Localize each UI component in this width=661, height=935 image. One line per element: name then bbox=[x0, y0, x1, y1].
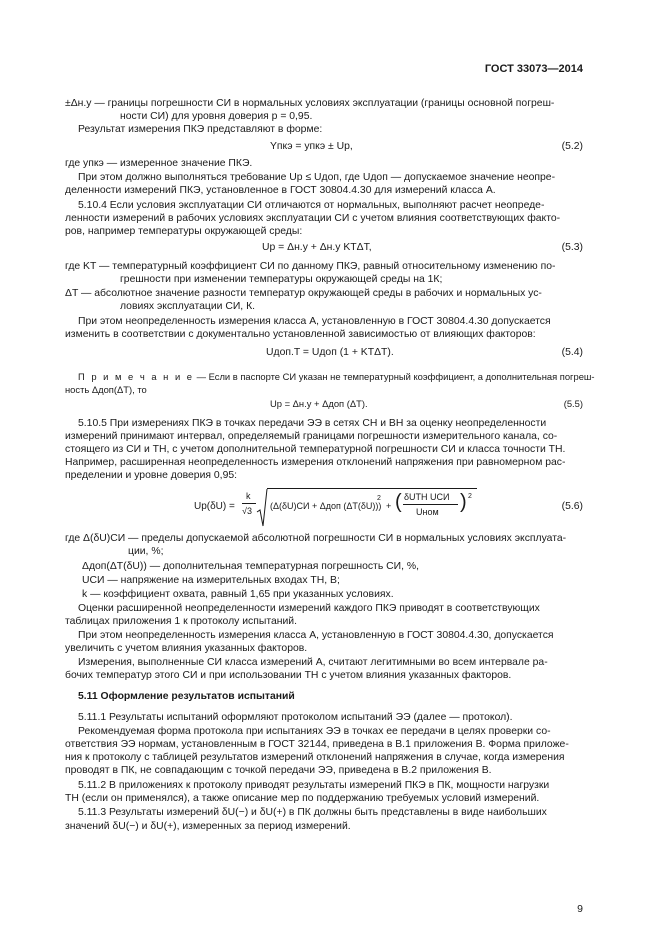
eq56-k: k bbox=[246, 491, 251, 501]
paragraph-line: При этом неопределенность измерения класса А, установленную в ГОСТ 30804.4.30, допускается bbox=[78, 630, 554, 641]
paragraph-line: При этом должно выполняться требование Up ≤ Uдоп, где Uдоп — допускаемое значение неопре- bbox=[78, 172, 556, 183]
paragraph-line: ТН (если он применялся), а также описание мер по поддержанию требуемых условий измерений. bbox=[65, 793, 540, 804]
paren-right: ) bbox=[460, 491, 467, 513]
eq56-exp: 2 bbox=[468, 493, 472, 500]
paragraph-line: значений δU(−) и δU(+), измеренных за период измерений. bbox=[65, 821, 351, 832]
definition-line: ности СИ) для уровня доверия p = 0,95. bbox=[120, 111, 313, 122]
eq56-sqrt3: √3 bbox=[242, 506, 252, 516]
paragraph-line: бочих температур этого СИ и при использовании ТН с учетом влияния указанных факторов. bbox=[65, 670, 512, 681]
paragraph-line: 5.10.5 При измерениях ПКЭ в точках передачи ЭЭ в сетях СН и ВН за оценку неопределенности bbox=[78, 418, 547, 429]
radical-sign bbox=[256, 488, 268, 528]
definition-line: где yпкэ — измеренное значение ПКЭ. bbox=[65, 158, 253, 169]
equation-number: (5.2) bbox=[561, 141, 583, 152]
radical-bar bbox=[267, 488, 477, 489]
paragraph-line: пределении и уровне доверия 0,95: bbox=[65, 470, 238, 481]
equation-number: (5.6) bbox=[561, 501, 583, 512]
paragraph-line: измерений принимают интервал, определяемый границами погрешности измерительного канала, со- bbox=[65, 431, 558, 442]
paragraph-line: ров, например температуры окружающей среды: bbox=[65, 226, 303, 237]
paragraph-line: 5.10.4 Если условия эксплуатации СИ отличаются от нормальных, выполняют расчет неопреде- bbox=[78, 200, 545, 211]
paragraph-line: Результат измерения ПКЭ представляют в форме: bbox=[78, 124, 323, 135]
eq56-lhs: Up(δU) = bbox=[194, 501, 235, 512]
equation-5-5: Up = Δн.у + Δдоп (ΔT). bbox=[270, 398, 368, 409]
eq56-term1: (Δ(δU)СИ + Δдоп (ΔT(δU))) bbox=[270, 501, 382, 511]
eq56-plus: + bbox=[386, 501, 392, 511]
definition-line: ±Δн.у — границы погрешности СИ в нормальных условиях эксплуатации (границы основной погреш- bbox=[65, 98, 555, 109]
paragraph-line: ния к протоколу с таблицей результатов измерений отклонений напряжения в случае, когда измерения bbox=[65, 752, 565, 763]
note-text: — Если в паспорте СИ указан не температурный коэффициент, а дополнительная погреш- bbox=[194, 371, 595, 382]
equation-number: (5.3) bbox=[561, 242, 583, 253]
section-heading: 5.11 Оформление результатов испытаний bbox=[78, 691, 295, 702]
paragraph-line: Оценки расширенной неопределенности измерений каждого ПКЭ приводят в соответствующих bbox=[78, 603, 540, 614]
paren-left: ( bbox=[395, 491, 402, 513]
definition-line: ции, %; bbox=[128, 546, 164, 557]
equation-5-4: Uдоп.T = Uдоп (1 + KTΔT). bbox=[266, 347, 394, 358]
paragraph-line: 5.11.3 Результаты измерений δU(−) и δU(+) в ПК должны быть представлены в виде наибольших bbox=[78, 807, 547, 818]
paragraph-line: 5.11.1 Результаты испытаний оформляют протоколом испытаний ЭЭ (далее — протокол). bbox=[78, 712, 513, 723]
equation-5-3: Up = Δн.у + Δн.у KTΔT, bbox=[262, 242, 372, 253]
definition-line: где Δ(δU)СИ — пределы допускаемой абсолютной погрешности СИ в нормальных условиях эксплуата- bbox=[65, 533, 567, 544]
paragraph-line: При этом неопределенность измерения класса А, установленную в ГОСТ 30804.4.30 допускается bbox=[78, 316, 551, 327]
paragraph-line: Например, расширенная неопределенность измерения отклонений напряжения при равномерном рас- bbox=[65, 457, 566, 468]
paragraph-line: Рекомендуемая форма протокола при испытаниях ЭЭ в точках ее передачи в целях проверки со- bbox=[78, 726, 551, 737]
fraction-bar bbox=[242, 503, 256, 504]
eq56-den: Uном bbox=[416, 507, 439, 517]
equation-5-2: Yпкэ = yпкэ ± Up, bbox=[270, 141, 353, 152]
paragraph-line: стоящего из СИ и ТН, с учетом дополнительной температурной погрешности СИ и класса точности ТН. bbox=[65, 444, 566, 455]
paragraph-line: Измерения, выполненные СИ класса измерений А, считают легитимными во всем интервале ра- bbox=[78, 657, 548, 668]
paragraph-line: ленности измерений в рабочих условиях эксплуатации СИ с учетом влияния соответствующих факто- bbox=[65, 213, 561, 224]
definition-line: UСИ — напряжение на измерительных входах ТН, В; bbox=[82, 575, 340, 586]
note-line bbox=[78, 370, 595, 383]
paragraph-line: деленности измерений ПКЭ, установленное в ГОСТ 30804.4.30 для измерений класса А. bbox=[65, 185, 496, 196]
eq56-num: δUТН UСИ bbox=[404, 492, 450, 502]
paragraph-line: изменить в соответствии с документально установленной зависимостью от влияющих факторов: bbox=[65, 329, 536, 340]
eq56-exp: 2 bbox=[377, 495, 381, 502]
paragraph-line: проводят в ПК, не совпадающим с точкой передачи ЭЭ, приведена в В.2 приложения В. bbox=[65, 765, 492, 776]
fraction-bar bbox=[403, 504, 458, 505]
note-line: ность Δдоп(ΔT), то bbox=[65, 384, 147, 395]
definition-line: ΔT — абсолютное значение разности температур окружающей среды в рабочих и нормальных ус- bbox=[65, 288, 542, 299]
definition-line: k — коэффициент охвата, равный 1,65 при указанных условиях. bbox=[82, 589, 394, 600]
definition-line: Δдоп(ΔT(δU)) — дополнительная температурная погрешность СИ, %, bbox=[82, 561, 419, 572]
paragraph-line: увеличить с учетом влияния указанных факторов. bbox=[65, 643, 308, 654]
definition-line: где KT — температурный коэффициент СИ по данному ПКЭ, равный относительному изменению по- bbox=[65, 261, 556, 272]
equation-number: (5.4) bbox=[561, 347, 583, 358]
paragraph-line: ответствия ЭЭ нормам, установленным в ГОСТ 32144, приведена в В.1 приложения В. Форма приложе- bbox=[65, 739, 569, 750]
definition-line: грешности при изменении температуры окружающей среды на 1К; bbox=[120, 274, 443, 285]
paragraph-line: 5.11.2 В приложениях к протоколу приводят результаты измерений ПКЭ в ПК, мощности нагрузки bbox=[78, 780, 550, 791]
page-number: 9 bbox=[577, 903, 583, 915]
standard-code-header: ГОСТ 33073—2014 bbox=[484, 63, 583, 75]
definition-line: ловиях эксплуатации СИ, К. bbox=[120, 301, 256, 312]
equation-5-6 bbox=[194, 488, 479, 530]
note-label: П р и м е ч а н и е bbox=[78, 371, 195, 382]
paragraph-line: таблицах приложения 1 к протоколу испытаний. bbox=[65, 616, 298, 627]
equation-number: (5.5) bbox=[563, 398, 583, 409]
